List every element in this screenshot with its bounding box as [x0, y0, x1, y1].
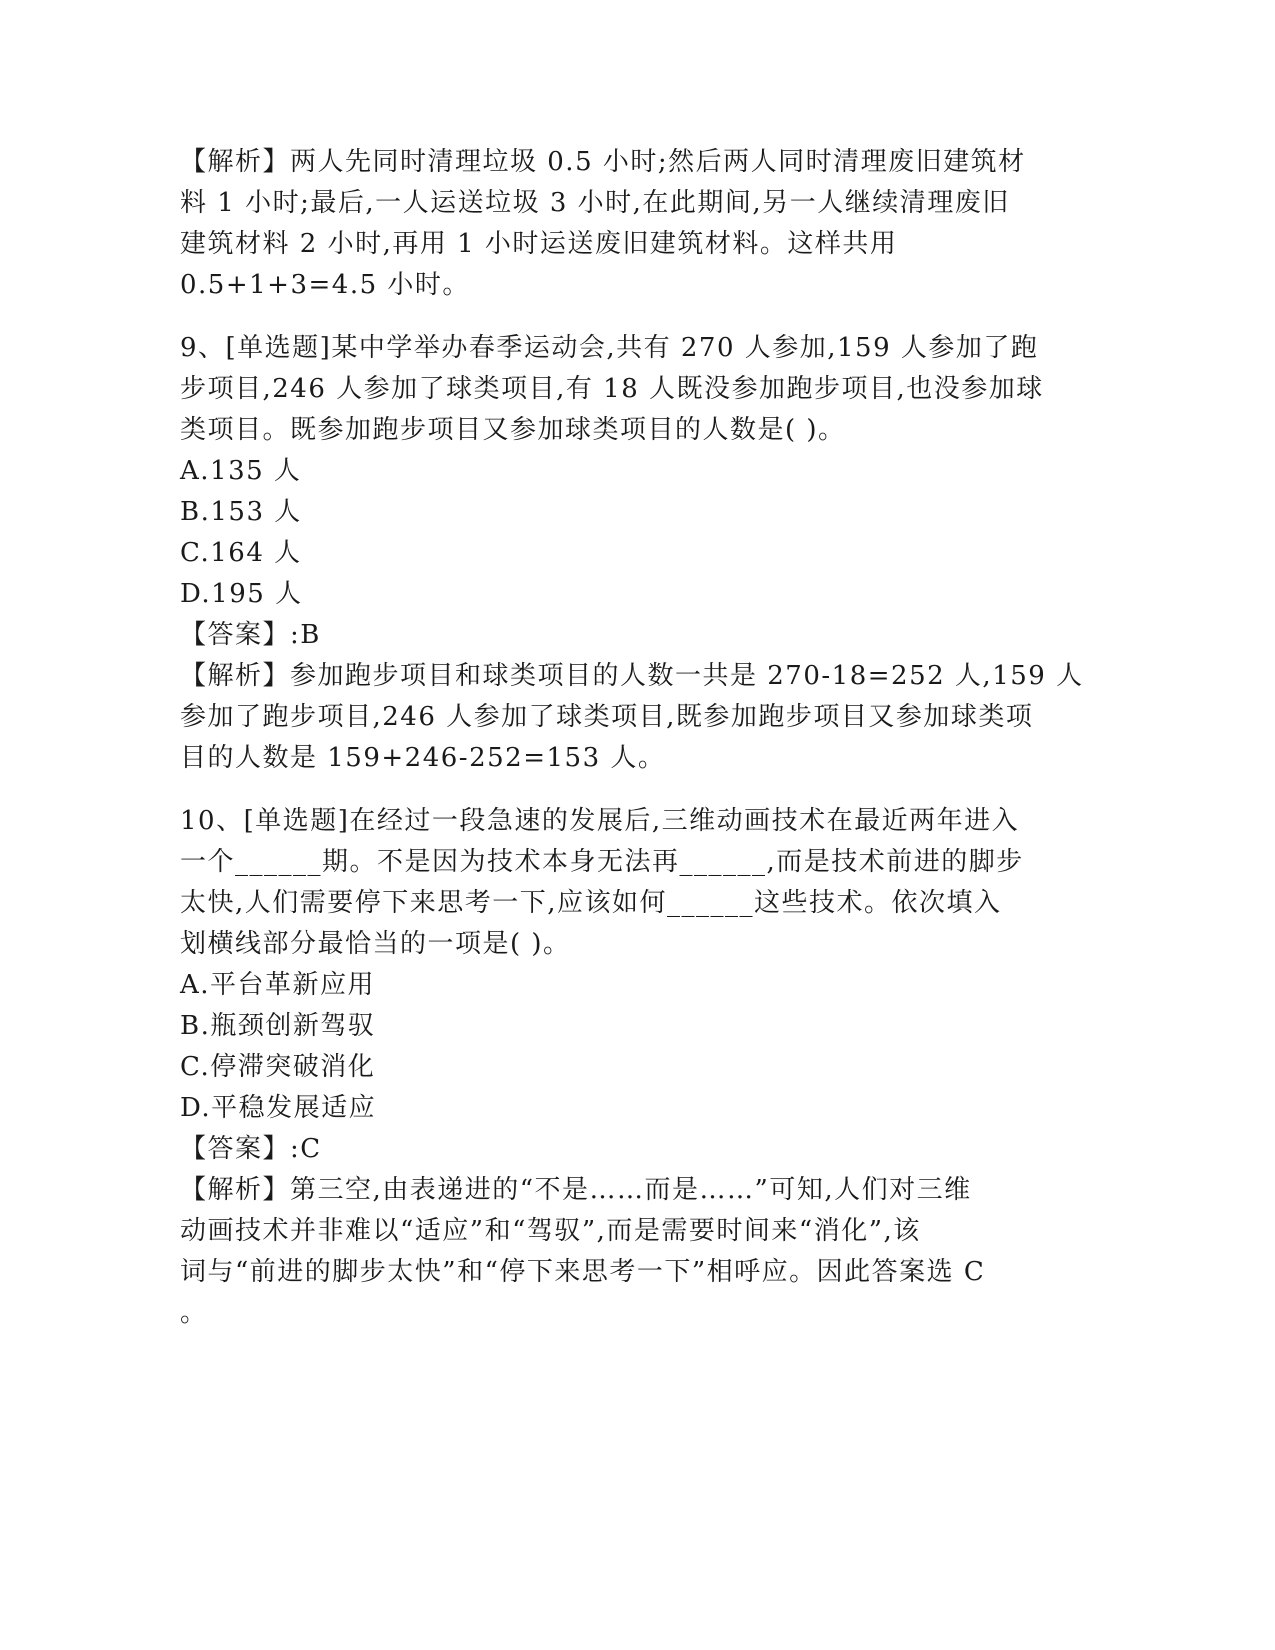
question-9-option-b: B.153 人 [180, 497, 302, 527]
question-10-explanation: 。 [180, 1298, 208, 1328]
question-10-stem: 太快,人们需要停下来思考一下,应该如何______这些技术。依次填入 [180, 888, 1002, 918]
question-10-stem: 划横线部分最恰当的一项是( )。 [180, 929, 571, 959]
question-9-explanation: 【解析】参加跑步项目和球类项目的人数一共是 270-18=252 人,159 人 [180, 661, 1084, 691]
question-10-stem: 一个______期。不是因为技术本身无法再______,而是技术前进的脚步 [180, 847, 1024, 877]
question-9-answer: 【答案】:B [180, 620, 321, 650]
question-9-option-c: C.164 人 [180, 538, 302, 568]
question-10-stem: 10、[单选题]在经过一段急速的发展后,三维动画技术在最近两年进入 [180, 806, 1020, 836]
question-10-explanation: 词与“前进的脚步太快”和“停下来思考一下”相呼应。因此答案选 C [180, 1257, 986, 1287]
explanation-line: 【解析】两人先同时清理垃圾 0.5 小时;然后两人同时清理废旧建筑材 [180, 147, 1026, 177]
question-9-option-a: A.135 人 [180, 456, 302, 486]
explanation-line: 建筑材料 2 小时,再用 1 小时运送废旧建筑材料。这样共用 [180, 229, 898, 259]
explanation-line: 料 1 小时;最后,一人运送垃圾 3 小时,在此期间,另一人继续清理废旧 [180, 188, 1010, 218]
question-10-option-d: D.平稳发展适应 [180, 1093, 377, 1123]
question-10-option-a: A.平台革新应用 [180, 970, 376, 1000]
question-9-explanation: 参加了跑步项目,246 人参加了球类项目,既参加跑步项目又参加球类项 [180, 702, 1034, 732]
question-9-explanation: 目的人数是 159+246-252=153 人。 [180, 743, 666, 773]
question-9-stem: 类项目。既参加跑步项目又参加球类项目的人数是( )。 [180, 415, 846, 445]
question-10-option-c: C.停滞突破消化 [180, 1052, 376, 1082]
question-9-stem: 9、[单选题]某中学举办春季运动会,共有 270 人参加,159 人参加了跑 [180, 333, 1039, 363]
question-10-explanation: 【解析】第三空,由表递进的“不是……而是……”可知,人们对三维 [180, 1175, 972, 1205]
question-10-explanation: 动画技术并非难以“适应”和“驾驭”,而是需要时间来“消化”,该 [180, 1216, 921, 1246]
question-10-option-b: B.瓶颈创新驾驭 [180, 1011, 376, 1041]
question-9-option-d: D.195 人 [180, 579, 303, 609]
explanation-line: 0.5+1+3=4.5 小时。 [180, 270, 470, 300]
question-10-answer: 【答案】:C [180, 1134, 322, 1164]
question-9-stem: 步项目,246 人参加了球类项目,有 18 人既没参加跑步项目,也没参加球 [180, 374, 1044, 404]
